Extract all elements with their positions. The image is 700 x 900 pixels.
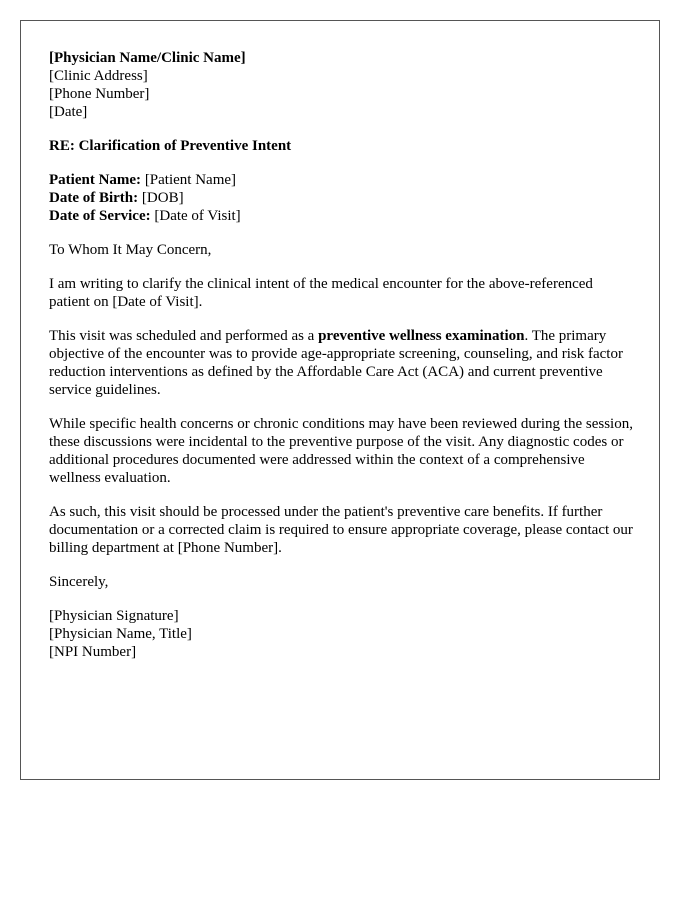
closing: Sincerely, [49, 574, 109, 590]
dob-label: Date of Birth: [49, 190, 139, 206]
clinic-phone: [Phone Number] [49, 86, 150, 102]
dob-value: [DOB] [138, 190, 184, 206]
paragraph-intro: I am writing to clarify the clinical intent of the medical encounter for the above-referenced patient on [Date of Visit]. [49, 276, 593, 310]
letter-date: [Date] [49, 104, 88, 120]
physician-signature: [Physician Signature] [49, 608, 179, 624]
clinic-name: [Physician Name/Clinic Name] [49, 50, 246, 66]
patient-name-value: [Patient Name] [141, 172, 237, 188]
npi-number: [NPI Number] [49, 644, 137, 660]
date-of-service-row [49, 207, 633, 225]
date-of-service-value: [Date of Visit] [150, 208, 241, 224]
date-of-service-label: Date of Service: [49, 208, 151, 224]
salutation: To Whom It May Concern, [49, 242, 212, 258]
paragraph-purpose-start: This visit was scheduled and performed as a [49, 328, 319, 344]
physician-name-title: [Physician Name, Title] [49, 626, 192, 642]
patient-name-label: Patient Name: [49, 172, 142, 188]
clinic-address: [Clinic Address] [49, 68, 148, 84]
paragraph-purpose-end: . The primary objective of the encounter was to provide age-appropriate screening, counseling, and risk factor reduction interventions as defined by the Affordable Care Act (ACA) and current preventive service guidelines. [49, 328, 623, 398]
paragraph-purpose-emphasis: preventive wellness examination [318, 328, 525, 344]
paragraph-incidental: While specific health concerns or chronic conditions may have been reviewed during the session, these discussions were incidental to the preventive purpose of the visit. Any diagnostic codes or additional procedures documented were addressed within the context of a comprehensive wellness evaluation. [49, 416, 633, 486]
signature-block [49, 607, 633, 661]
subject-line: RE: Clarification of Preventive Intent [49, 138, 292, 154]
patient-info [49, 171, 633, 225]
patient-name-row [49, 171, 633, 189]
paragraph-billing: As such, this visit should be processed under the patient's preventive care benefits. If further documentation or a corrected claim is required to ensure appropriate coverage, please contact our billing department at [Phone Number]. [49, 504, 633, 556]
letterhead [49, 49, 633, 121]
letter-page [20, 20, 660, 780]
paragraph-purpose [49, 327, 633, 399]
letter-body [49, 49, 633, 677]
dob-row [49, 189, 633, 207]
